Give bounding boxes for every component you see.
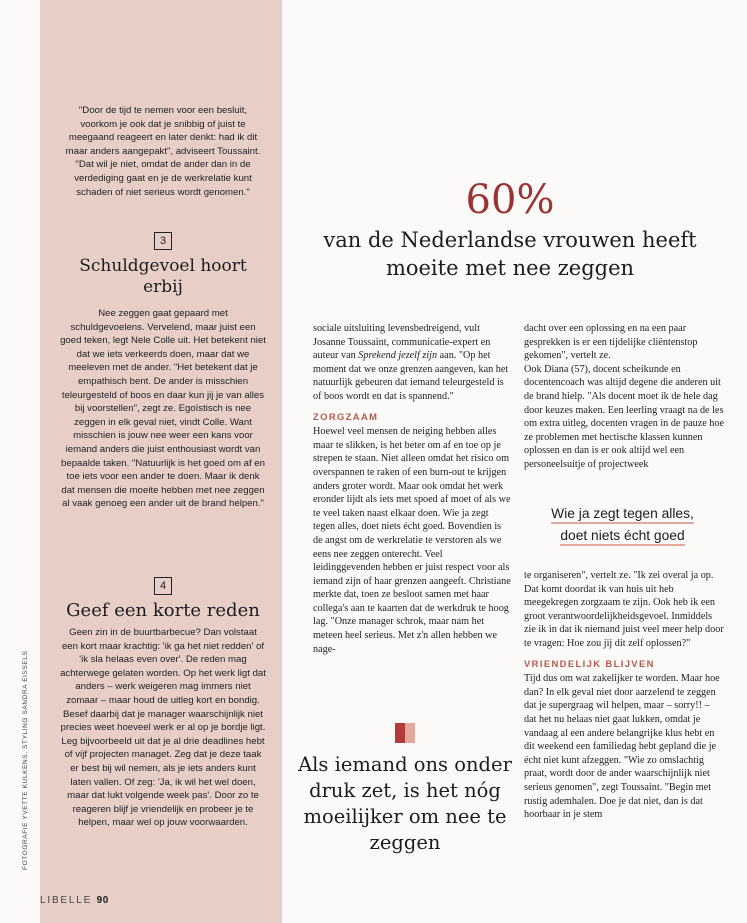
book-title: Sprekend jezelf zijn (358, 350, 438, 362)
col1-paragraph-1 (313, 322, 511, 404)
big-quote: Als iemand ons onder druk zet, is het nóg moeilijker om nee te zeggen (298, 753, 512, 854)
body-column-2-top (524, 322, 724, 472)
tip-4-title: Geef een korte reden (66, 600, 260, 621)
page-number: 90 (96, 895, 109, 906)
body-column-2-bottom (524, 569, 724, 822)
col1-paragraph-2: Hoewel veel mensen de neiging hebben alles maar te slikken, is het beter om af en toe op je strepen te staan. Niet alleen omdat het risico om overspannen te raken of een burn-out te krijgen anders groter wordt. Maar ook omdat het werk eronder lijdt als iets met spoed af moet of als we te veel taken naast elkaar doen. Wie ja zegt tegen alles, doet niets écht goed. Bovendien is de angst om de werkrelatie te verstoren als we eens nee zeggen onterecht. Veel leidinggevenden hebben er juist respect voor als iemand zijn of haar grenzen aangeeft. Christiane merkte dat, toen ze besloot samen met haar collega's aan te kaarten dat de werkdruk te hoog lag. "Onze manager schrok, maar nam het meteen heel serieus. Met z'n allen hebben we nage- (313, 426, 511, 655)
tip-3-number: 3 (154, 232, 172, 250)
tip-3-title: Schuldgevoel hoort erbij (79, 256, 247, 297)
photo-credits: FOTOGRAFIE YVETTE KULKENS, STYLING SANDRA EISSELS (22, 650, 29, 870)
quote-mark-icon (395, 723, 415, 743)
col1-p1-end: aan. "Op het moment dat we onze grenzen aangeven, kan het natuurlijk gebeuren dat iemand teleurgesteld is of boos wordt en dat is spannend." (313, 350, 509, 402)
page-footer (40, 895, 109, 906)
tip-4-text: Geen zin in de buurtbarbecue? Dan volstaat een kort maar krachtig: 'ik ga het niet redden' of 'ik sla helaas even over'. De reden mag achterwege gelaten worden. Op het werk ligt dat anders – werk weigeren mag immers niet zomaar – maar houd de uitleg kort en bondig. Besef daarbij dat je manager waarschijnlijk niet precies weet hoeveel werk er al op je bordje ligt. Leg bijvoorbeeld uit dat je al drie deadlines hebt of vijf projecten managet. Zeg dat je deze taak er best bij wil nemen, als je iets anders kunt laten vallen. Of zeg: 'Ja, ik wil het wel doen, maar dat lukt volgende week pas'. Door zo te reageren blijf je vriendelijk en probeer je te helpen, maar wel op jouw voorwaarden. (60, 627, 266, 829)
stat-number: 60% (465, 177, 555, 223)
subhead-zorgzaam: ZORGZAAM (313, 410, 379, 422)
pull-quote-line-2: doet niets écht goed (560, 528, 684, 546)
pull-quote (520, 503, 725, 547)
col2-paragraph-3: te organiseren", vertelt ze. "Ik zei overal ja op. Dat komt doordat ik van huis uit heb meegekregen zorgzaam te zijn. Ook heb ik een groot verantwoordelijkheidsgevoel. Inmiddels zie ik in dat ik niemand juist veel meer help door te vragen: Hoe zou jij dit zelf oplossen?" (524, 570, 724, 649)
subhead-vriendelijk-blijven: VRIENDELIJK BLIJVEN (524, 657, 655, 669)
tip-3-body (60, 307, 266, 511)
body-column-1 (313, 322, 511, 656)
stat-text: van de Nederlandse vrouwen heeft moeite met nee zeggen (323, 228, 697, 280)
tip-3-text: Nee zeggen gaat gepaard met schuldgevoelens. Vervelend, maar juist een goed teken, legt Nele Colle uit. Het betekent niet dat we iets verkeerds doen, maar dat we meeleven met de ander. "Het betekent dat je empathisch bent. De ander is misschien teleurgesteld of boos en daar kun jij je van alles bij voorstellen", zegt ze. Egoïstisch is nee zeggen in elk geval niet, vindt Colle. Want misschien is jouw nee weer een kans voor iemand anders die juist enthousiast wordt van bepaalde taken. "Natuurlijk is het goed om af en toe iets voor een ander te doen. Maar ik denk dat mensen die moeite hebben met nee zeggen al vaak genoeg een ander uit de brand helpen." (60, 308, 266, 510)
col1-p1-text: sociale uitsluiting levensbedreigend, vult Josanne Toussaint, communicatie-expert en auteur van (313, 323, 491, 362)
magazine-name: LIBELLE (40, 895, 93, 906)
pull-quote-line-1: Wie ja zegt tegen alles, (551, 506, 694, 524)
intro-quote (60, 104, 266, 199)
tip-4-body (60, 626, 266, 830)
col2-paragraph-1: dacht over een oplossing en na een paar gesprekken is er een tijdelijke cliëntenstop gekomen", vertelt ze. (524, 323, 698, 362)
tip-4-number: 4 (154, 577, 172, 595)
col2-paragraph-2: Ook Diana (57), docent scheikunde en docentencoach was altijd degene die anderen uit de brand hielp. "Als docent moet ik de hele dag door keuzes maken. Een leerling vraagt na de les om extra uitleg, docenten vragen in de pauze hoe ze problemen met hectische klassen kunnen oplossen en dan is er ook altijd wel een personeelsuitje of projectweek (524, 363, 724, 470)
col2-paragraph-4: Tijd dus om wat zakelijker te worden. Maar hoe dan? In elk geval niet door aarzelend te zeggen dat je supergraag wil helpen, maar – sorry!! – dat het nu helaas niet gaat lukken, omdat je vandaag al een andere belangrijke klus hebt en dit weekend een familiedag hebt gepland die je écht niet kunt afzeggen. "Wie zo omslachtig praat, wordt door de ander waarschijnlijk niet serieus genomen", zegt Toussaint. "Begin met rustig ademhalen. Doe je dat niet, dan is dat hoorbaar in je stem (524, 673, 720, 821)
intro-quote-text: "Door de tijd te nemen voor een besluit, voorkom je ook dat je snibbig of juist te meegaand reageert en later denkt: had ik dit maar anders aangepakt", adviseert Toussaint. "Dat wil je niet, omdat de ander dan in de verdediging gaat en je de werkrelatie kunt schaden of niet serieus wordt genomen." (65, 105, 261, 198)
